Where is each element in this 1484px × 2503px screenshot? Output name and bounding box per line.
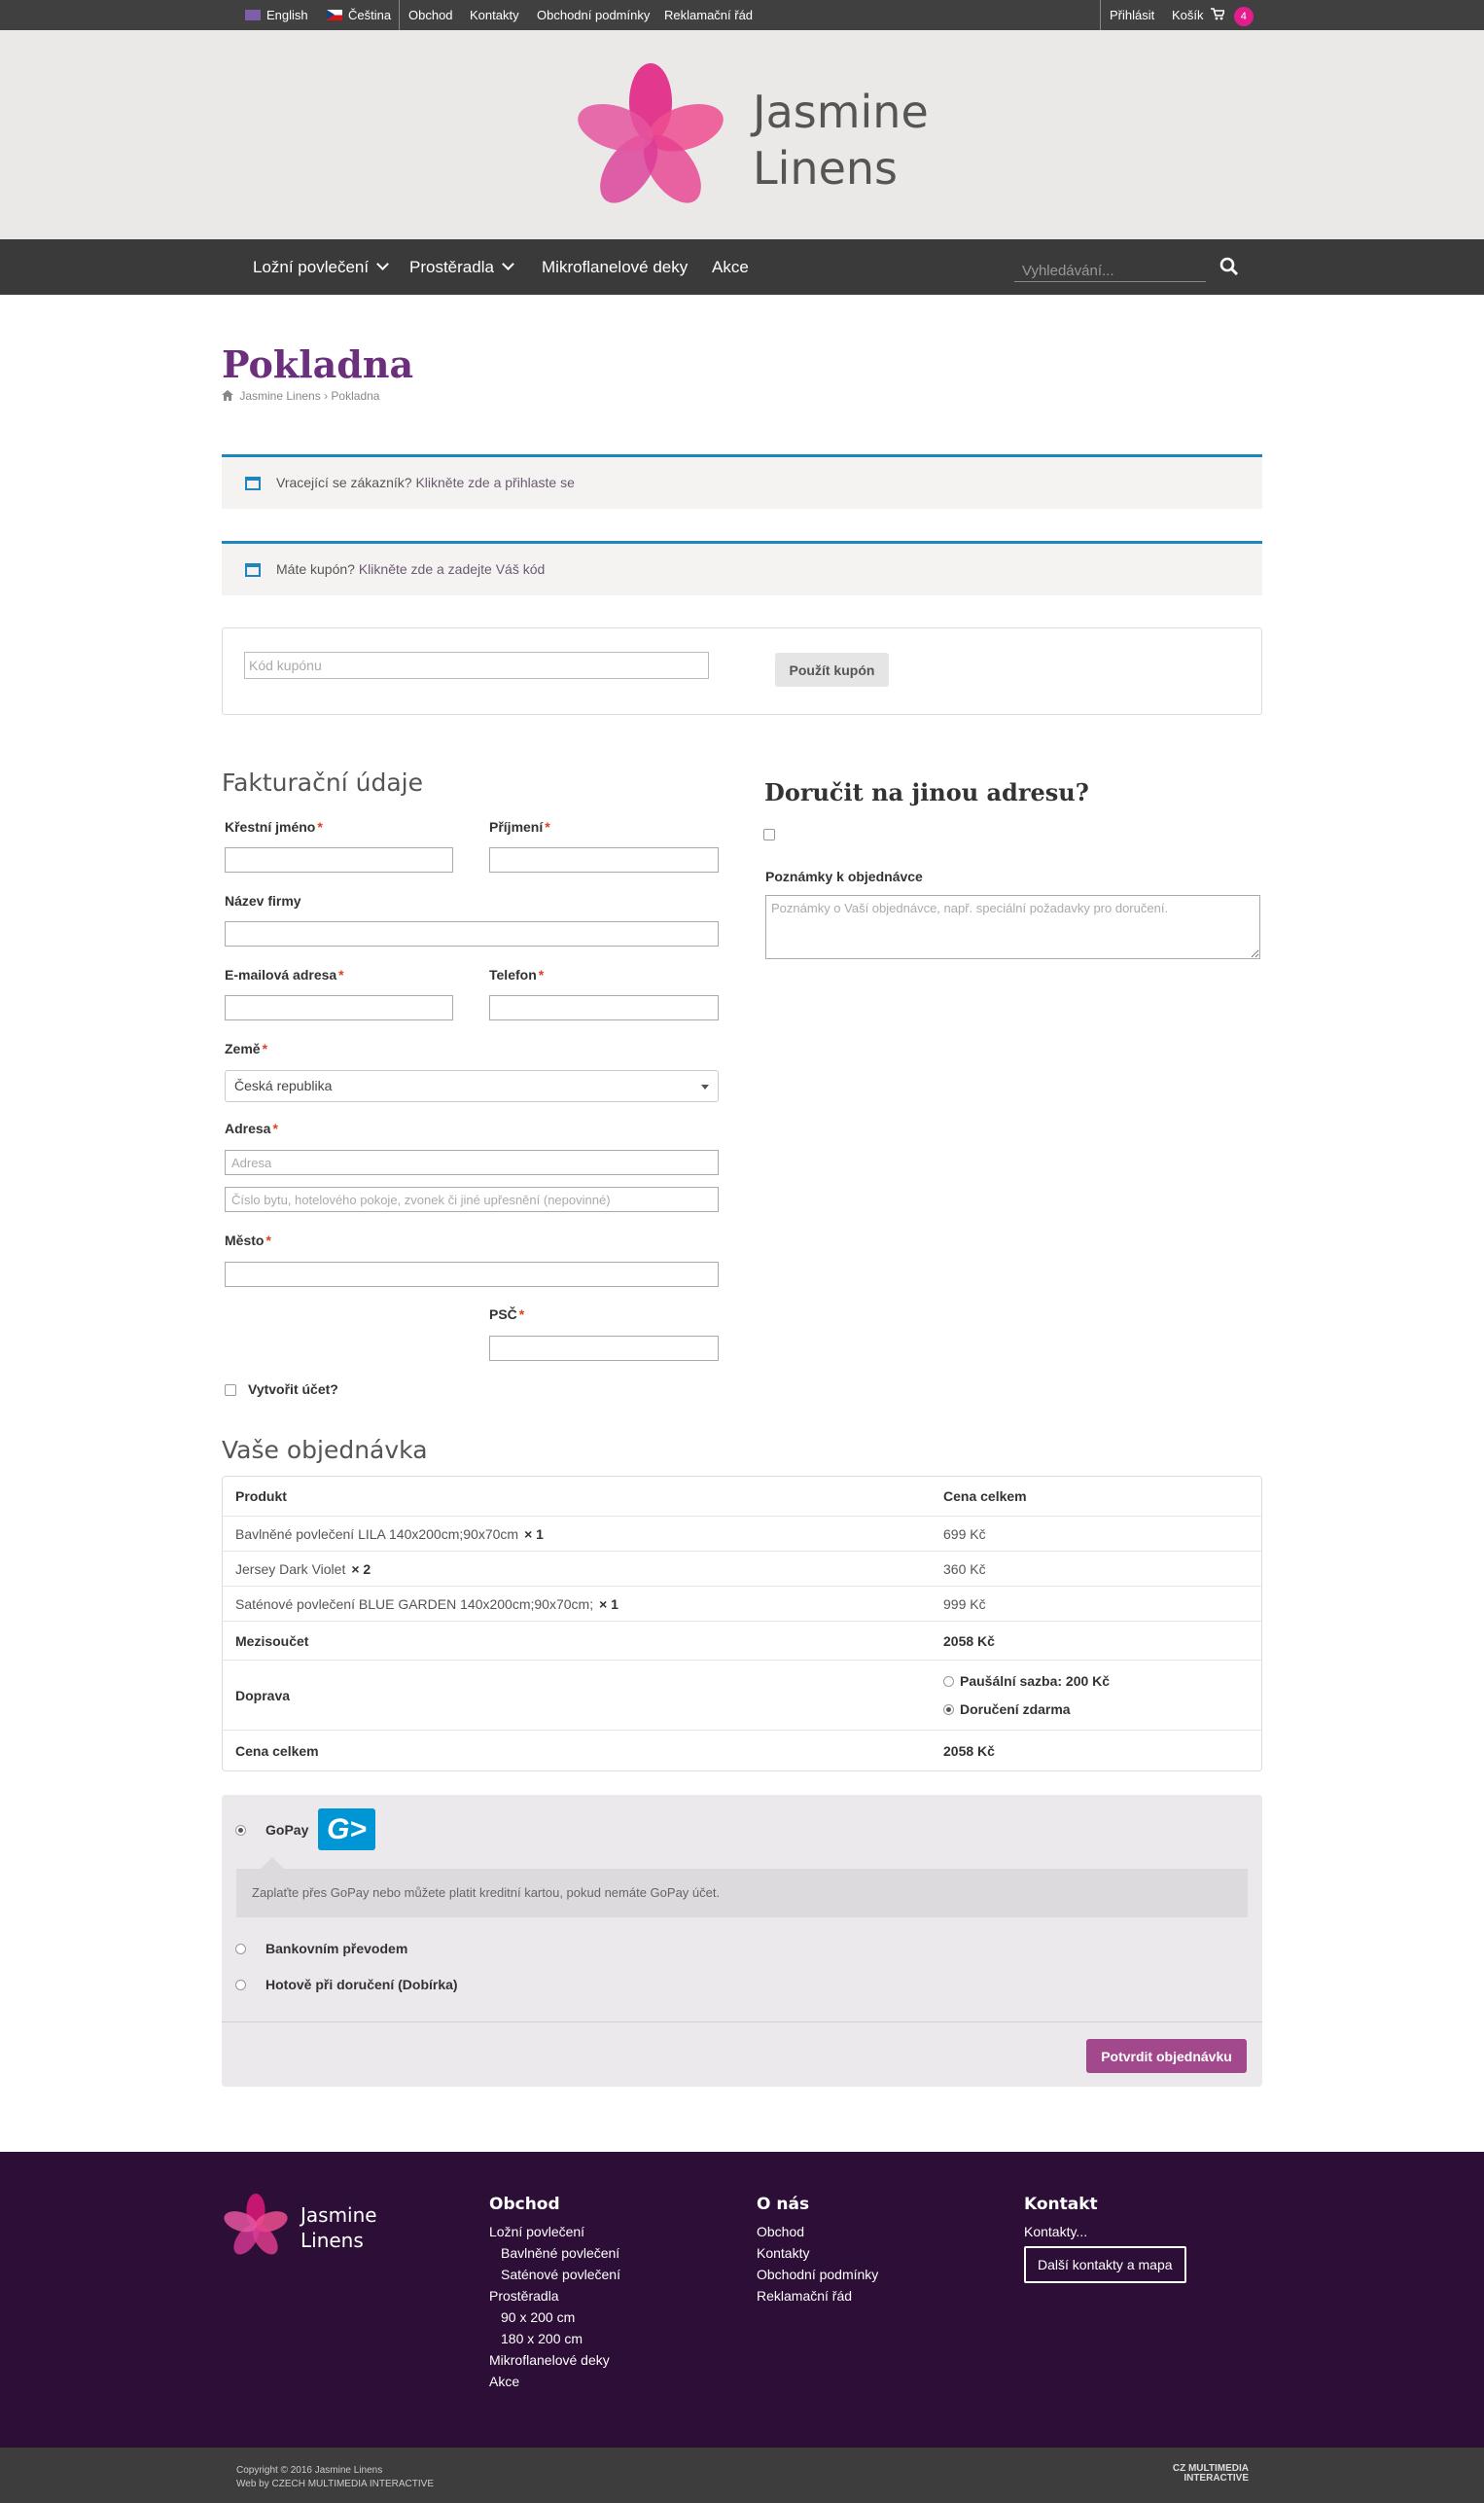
footer-link[interactable]: 180 x 200 cm (501, 2331, 583, 2346)
zip-label: PSČ * (489, 1306, 525, 1322)
lang-english[interactable]: English (245, 0, 308, 30)
footer-link[interactable]: Ložní povlečení (489, 2224, 585, 2239)
order-notes-label: Poznámky k objednávce (765, 869, 923, 884)
chevron-down-icon (502, 258, 514, 270)
zip-field[interactable] (489, 1336, 719, 1361)
payment-option-bank[interactable]: Bankovním převodem (235, 1941, 407, 1956)
subtotal-row: Mezisoučet 2058 Kč (223, 1621, 1261, 1660)
footer-link[interactable]: Prostěradla (489, 2288, 559, 2304)
copyright: Copyright © 2016 Jasmine Linens Web by CZECH MULTIMEDIA INTERACTIVE (236, 2465, 434, 2489)
top-link-obchod[interactable]: Obchod (408, 8, 453, 22)
search-input[interactable] (1014, 255, 1206, 282)
top-link-kontakty[interactable]: Kontakty (470, 8, 519, 22)
shipping-flat-rate-radio[interactable] (943, 1676, 954, 1687)
payment-option-cod[interactable]: Hotově při doručení (Dobírka) (235, 1977, 458, 1992)
bottom-bar (0, 2448, 1484, 2503)
top-link-reklamacni-rad[interactable]: Reklamační řád (664, 8, 754, 22)
shipping-row: Doprava Paušální sazba: 200 Kč Doručení zdarma (223, 1660, 1261, 1730)
top-bar (0, 0, 1484, 30)
gopay-radio[interactable] (235, 1825, 246, 1836)
payment-methods (222, 1795, 1262, 2087)
uk-flag-icon (245, 10, 261, 20)
jasmine-flower-logo[interactable] (222, 2193, 290, 2259)
footer-link[interactable]: Obchodní podmínky (757, 2267, 879, 2282)
window-icon (245, 563, 261, 577)
nav-item-akce[interactable]: Akce (712, 258, 749, 276)
ship-different-checkbox[interactable] (763, 829, 775, 840)
nav-item-mikroflanelove-deky[interactable]: Mikroflanelové deky (542, 258, 689, 276)
coupon-form (222, 627, 1262, 715)
nav-item-lozni-povleceni[interactable]: Ložní povlečení (253, 239, 387, 295)
footer-link[interactable]: Saténové povlečení (501, 2267, 620, 2282)
cmi-logo[interactable]: CZ MULTIMEDIA INTERACTIVE (1172, 2463, 1249, 2484)
apply-coupon-button[interactable]: Použít kupón (775, 653, 889, 687)
city-field[interactable] (225, 1262, 719, 1287)
footer-link[interactable]: Bavlněné povlečení (501, 2245, 620, 2261)
search-icon[interactable] (1219, 257, 1239, 276)
lang-czech[interactable]: Čeština (327, 0, 391, 30)
footer-link[interactable]: 90 x 200 cm (501, 2309, 576, 2325)
chevron-right-icon: › (324, 389, 332, 403)
gopay-description: Zaplaťte přes GoPay nebo můžete platit kreditní kartou, pokud nemáte GoPay účet. (236, 1869, 1248, 1917)
create-account-checkbox[interactable] (225, 1384, 236, 1396)
breadcrumb (222, 389, 379, 403)
cart-link[interactable]: Košík 4 (1172, 0, 1254, 30)
email-field[interactable] (225, 995, 453, 1020)
coupon-code-input[interactable] (244, 652, 709, 679)
cod-radio[interactable] (235, 1980, 246, 1990)
login-toggle-link[interactable]: Klikněte zde a přihlaste se (415, 475, 575, 490)
total-row: Cena celkem 2058 Kč (223, 1730, 1261, 1770)
login-link[interactable]: Přihlásit (1110, 8, 1155, 22)
separator (399, 0, 400, 30)
site-header (0, 30, 1484, 239)
shipping-option-flat-rate[interactable]: Paušální sazba: 200 Kč (943, 1667, 1249, 1696)
first-name-field[interactable] (225, 847, 453, 873)
shipping-option-free[interactable]: Doručení zdarma (943, 1696, 1249, 1724)
table-row: Jersey Dark Violet × 2 360 Kč (223, 1551, 1261, 1586)
last-name-field[interactable] (489, 847, 719, 873)
table-row: Bavlněné povlečení LILA 140x200cm;90x70cm × 1 699 Kč (223, 1516, 1261, 1551)
main-nav (0, 239, 1484, 295)
table-header-row (223, 1477, 1261, 1516)
address2-field[interactable] (225, 1187, 719, 1212)
table-row: Saténové povlečení BLUE GARDEN 140x200cm;90x70cm; × 1 999 Kč (223, 1586, 1261, 1621)
address-field[interactable] (225, 1150, 719, 1175)
gopay-logo-icon: G> (318, 1808, 375, 1850)
site-footer (0, 2152, 1484, 2448)
order-notes-field[interactable] (765, 895, 1260, 959)
company-field[interactable] (225, 921, 719, 947)
dropdown-arrow-icon (701, 1085, 709, 1090)
bank-transfer-radio[interactable] (235, 1944, 246, 1954)
czech-flag-icon (327, 10, 342, 20)
footer-col-contact: Kontakt Kontakty... Další kontakty a mapa (1024, 2194, 1186, 2283)
footer-brand-name[interactable]: Jasmine Linens (300, 2203, 377, 2252)
shipping-free-radio[interactable] (943, 1704, 954, 1715)
order-heading: Vaše objednávka (222, 1436, 428, 1464)
email-label: E-mailová adresa * (225, 967, 344, 983)
more-contacts-button[interactable]: Další kontakty a mapa (1024, 2246, 1186, 2283)
col-total: Cena celkem (943, 1488, 1027, 1504)
last-name-label: Příjmení * (489, 819, 550, 835)
billing-heading: Fakturační údaje (222, 769, 423, 797)
col-product: Produkt (235, 1488, 287, 1504)
country-select[interactable]: Česká republika (225, 1070, 719, 1102)
divider (222, 2021, 1262, 2022)
page-title: Pokladna (222, 342, 414, 386)
top-link-obchodni-podminky[interactable]: Obchodní podmínky (537, 8, 651, 22)
cart-count-badge: 4 (1234, 7, 1254, 26)
footer-link[interactable]: Kontakty... (1024, 2224, 1088, 2239)
footer-link[interactable]: Mikroflanelové deky (489, 2352, 610, 2368)
ship-different-heading: Doručit na jinou adresu? (764, 778, 1089, 806)
window-icon (245, 477, 261, 490)
footer-col-shop: Obchod Ložní povlečení Bavlněné povlečení Saténové povlečení Prostěradla 90 x 200 cm 180 x 200 cm Mikroflanelové deky Akce (489, 2194, 620, 2392)
breadcrumb-current: Pokladna (331, 389, 380, 403)
returning-customer-notice: Vracející se zákazník? Klikněte zde a přihlaste se (222, 454, 1262, 509)
first-name-label: Křestní jméno * (225, 819, 323, 835)
chevron-down-icon (376, 258, 389, 270)
create-account-label: Vytvořit účet? (248, 1381, 338, 1397)
footer-link[interactable]: Akce (489, 2374, 520, 2389)
country-label: Země * (225, 1041, 268, 1056)
coupon-notice: Máte kupón? Klikněte zde a zadejte Váš kód (222, 541, 1262, 595)
jasmine-flower-logo[interactable] (574, 61, 727, 213)
city-label: Město * (225, 1233, 271, 1248)
footer-link[interactable]: Obchod (757, 2224, 805, 2239)
footer-link[interactable]: Reklamační řád (757, 2288, 853, 2304)
breadcrumb-home[interactable]: Jasmine Linens (239, 389, 321, 403)
company-label: Název firmy (225, 893, 301, 909)
footer-link[interactable]: Kontakty (757, 2245, 810, 2261)
phone-field[interactable] (489, 995, 719, 1020)
footer-col-about: O nás Obchod Kontakty Obchodní podmínky Reklamační řád (757, 2194, 878, 2306)
place-order-button[interactable]: Potvrdit objednávku (1086, 2039, 1247, 2073)
nav-item-prosteradla[interactable]: Prostěradla (409, 239, 512, 295)
address-label: Adresa * (225, 1121, 278, 1136)
phone-label: Telefon * (489, 967, 545, 983)
cart-icon (1211, 8, 1224, 20)
brand-name[interactable]: Jasmine Linens (753, 86, 929, 195)
order-review-table (222, 1476, 1262, 1771)
separator (1100, 0, 1101, 30)
payment-option-gopay[interactable]: GoPay (235, 1822, 308, 1838)
home-icon[interactable] (222, 390, 233, 401)
coupon-toggle-link[interactable]: Klikněte zde a zadejte Váš kód (358, 561, 546, 577)
